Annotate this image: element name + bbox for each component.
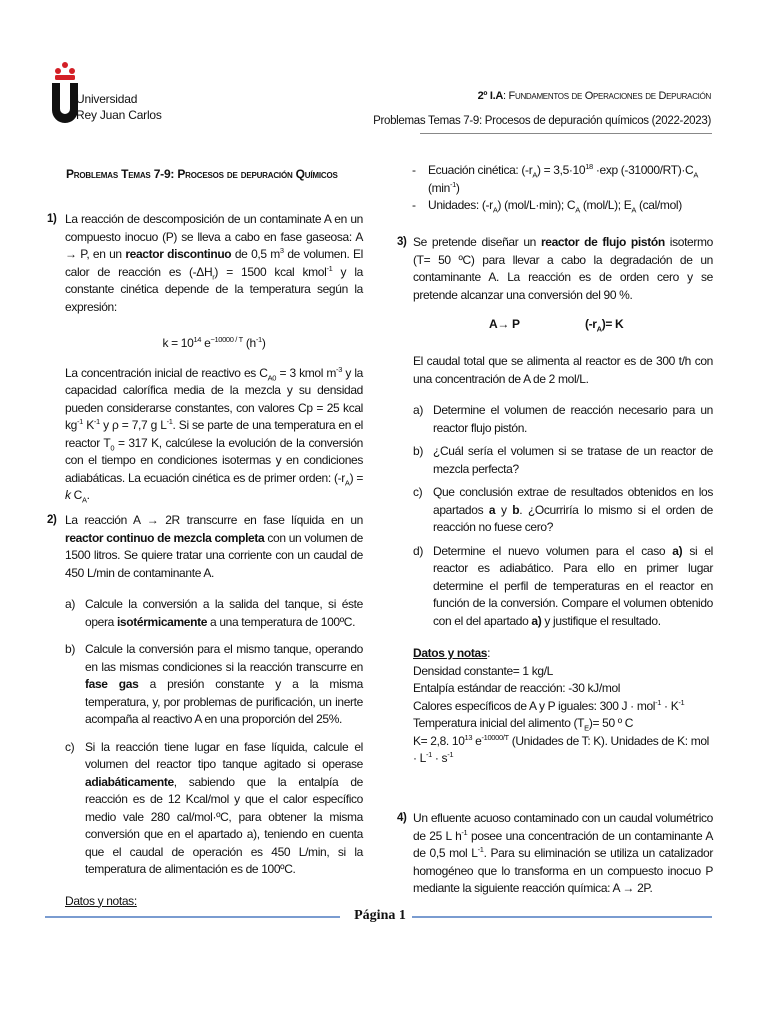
page-number: Página 1 [354, 908, 406, 923]
problem-3-statement: Se pretende diseñar un reactor de flujo pistón isotermo (T= 50 ºC) para llevar a cabo la degradación de un contaminante A. La reacción es de orden cero y se pretende alcanzar una conversión del 90 %. [413, 235, 713, 302]
problem-2 [45, 512, 363, 910]
course-title: : Fundamentos de Operaciones de Depuración [503, 90, 711, 102]
problem-3-feed: El caudal total que se alimenta al reactor es de 300 t/h con una concentración de A de 2 mol/L. [413, 354, 713, 386]
document-title: Problemas Temas 7-9: Procesos de depuración Químicos [66, 167, 338, 181]
problem-4 [395, 810, 713, 898]
course-prefix: 2º I.A [477, 90, 504, 102]
problem-3-part-a: a) Determine el volumen de reacción necesario para un reactor flujo pistón. [413, 403, 713, 435]
problem-2-part-b: b) Calcule la conversión para el mismo tanque, operando en las mismas condiciones si la reacción transcurre en fase gas a presión constante y a la misma temperatura, y, por problemas de purificación, un inerte acompaña al reactivo A en una proporción del 25%. [65, 642, 364, 726]
problem-number: 3) [397, 236, 407, 248]
problem-2-part-a: a) Calcule la conversión a la salida del tanque, si éste opera isotérmicamente a una temperatura de 100ºC. [65, 597, 363, 629]
rate-constant-equation: $k = 10^{14}$ $e^{-10000 / T}$ $(h^{-1})$ [162, 335, 266, 350]
note-rate-constant: K= 2,8. $10^{13}$ $e^{-10000/T}$ (Unidades de T: K). Unidades de K: mol · $L^{-1} \cdot s^{-1}$ [413, 732, 709, 765]
problem-3-reaction: A→ P $(-r_A)= K$ [489, 317, 624, 334]
footer-line-right [412, 916, 712, 918]
problem-2-statement: La reacción A → 2R transcurre en fase líquida en un reactor continuo de mezcla completa con un volumen de 1500 litros. Se quiere tratar una corriente con un caudal de 450 L/min de contaminante A. [65, 513, 364, 580]
note-feed-temperature: Temperatura inicial del alimento $(T_E)= 50$ º C [413, 716, 634, 733]
problem-1-statement: La reacción de descomposición de un contaminate A en un compuesto inocuo (P) se lleva a cabo en fase gaseosa: A → P, en un reactor discontinuo de 0,5 $m^3$ de volumen. El calor de reacción es $(-\Delta H_r) = 1500$ kcal kmol$^{-1}$ y la constante cinética depende de la temperatura según la expresión: [65, 212, 363, 314]
problem-3-part-d: d) Determine el nuevo volumen para el caso a) si el reactor es adiabático. Para ello en primer lugar determine el perfil de temperaturas en el reactor en función de la conversión. Compare el volumen obtenido con el del apartado a) y justifique el resultado. [413, 543, 713, 628]
note-density: Densidad constante= 1 kg/L [413, 663, 554, 678]
problem-3-part-b: b) ¿Cuál sería el volumen si se tratase de un reactor de mezcla perfecta? [413, 444, 713, 476]
course-header [478, 90, 711, 102]
problem-1-conditions: La concentración inicial de reactivo es $C_{A0} = 3$ kmol $m^{-3}$ y la capacidad calorífica media de la mezcla y su densidad pueden considerarse constantes, con valores Cp = 25 kcal $kg^{-1}$ $K^{-1}$ y ρ = 7,7 g $L^{-1}$. Si se parte de una temperatura en el reactor $T_0 = 317$ K, calcúlese la evolución de la conversión con el tiempo en condiciones isotermas y en condiciones adiabáticas. La ecuación cinética es de primer orden: $(-r_A) = k$ $C_A$. [65, 364, 363, 505]
kinetic-equation: - Ecuación cinética: $(-r_A) = 3,5\cdot 10^{18} \cdot\exp$ $(-31000/RT)\cdot C_A$ $(\min^{-1})$ [412, 162, 699, 195]
footer-line-left [45, 916, 340, 918]
course-subtitle: Problemas Temas 7-9: Procesos de depuración químicos (2022-2023) [373, 115, 711, 127]
problem-2-notes-heading: Datos y notas: [65, 893, 137, 908]
problem-3-notes [413, 645, 713, 768]
problem-3-notes-heading: Datos y notas: [413, 646, 491, 660]
problem-3-part-c: c) Que conclusión extrae de resultados obtenidos en los apartados a y b. ¿Ocurriría lo mismo si el orden de reacción no fuese cero? [413, 485, 713, 534]
kinetic-notes [410, 162, 715, 215]
header-divider [420, 133, 712, 134]
note-heat-capacity: Calores específicos de A y P iguales: 300 $J \cdot mol^{-1} \cdot K^{-1}$ [413, 697, 685, 713]
problem-number: 1) [47, 213, 57, 225]
problem-number: 2) [47, 514, 57, 526]
problem-4-statement: Un efluente acuoso contaminado con un caudal volumétrico de 25 L $h^{-1}$ posee una concentración de un contaminante A de 0,5 mol $L^{-1}$. Para su eliminación se utiliza un catalizador homogéneo que lo transforma en un compuesto inocuo P mediante la siguiente reacción química: A → 2P. [413, 811, 713, 895]
university-line2: Rey Juan Carlos [76, 108, 162, 122]
problem-2-part-c: c) Si la reacción tiene lugar en fase líquida, calcule el volumen del reactor tipo tanque agitado si operase adiabáticamente, sabiendo que la entalpía de reacción es de 12 Kcal/mol y que el calor específico medio vale 280 cal/mol·ºC, para obtener la misma conversión que en el apartado a), teniendo en cuenta que el caudal de operación es 450 L/min, si la temperatura de alimentación es de 100ºC. [65, 739, 363, 876]
problem-number: 4) [397, 812, 407, 824]
problem-3 [395, 234, 713, 768]
problem-1 [45, 211, 363, 505]
kinetic-units: - Unidades: $(-r_A)$ (mol/L·min); $C_A$ (mol/L); $E_A$ (cal/mol) [412, 198, 682, 215]
university-name [76, 91, 162, 123]
note-enthalpy: Entalpía estándar de reacción: -30 kJ/mol [413, 681, 621, 695]
university-line1: Universidad [76, 92, 138, 106]
